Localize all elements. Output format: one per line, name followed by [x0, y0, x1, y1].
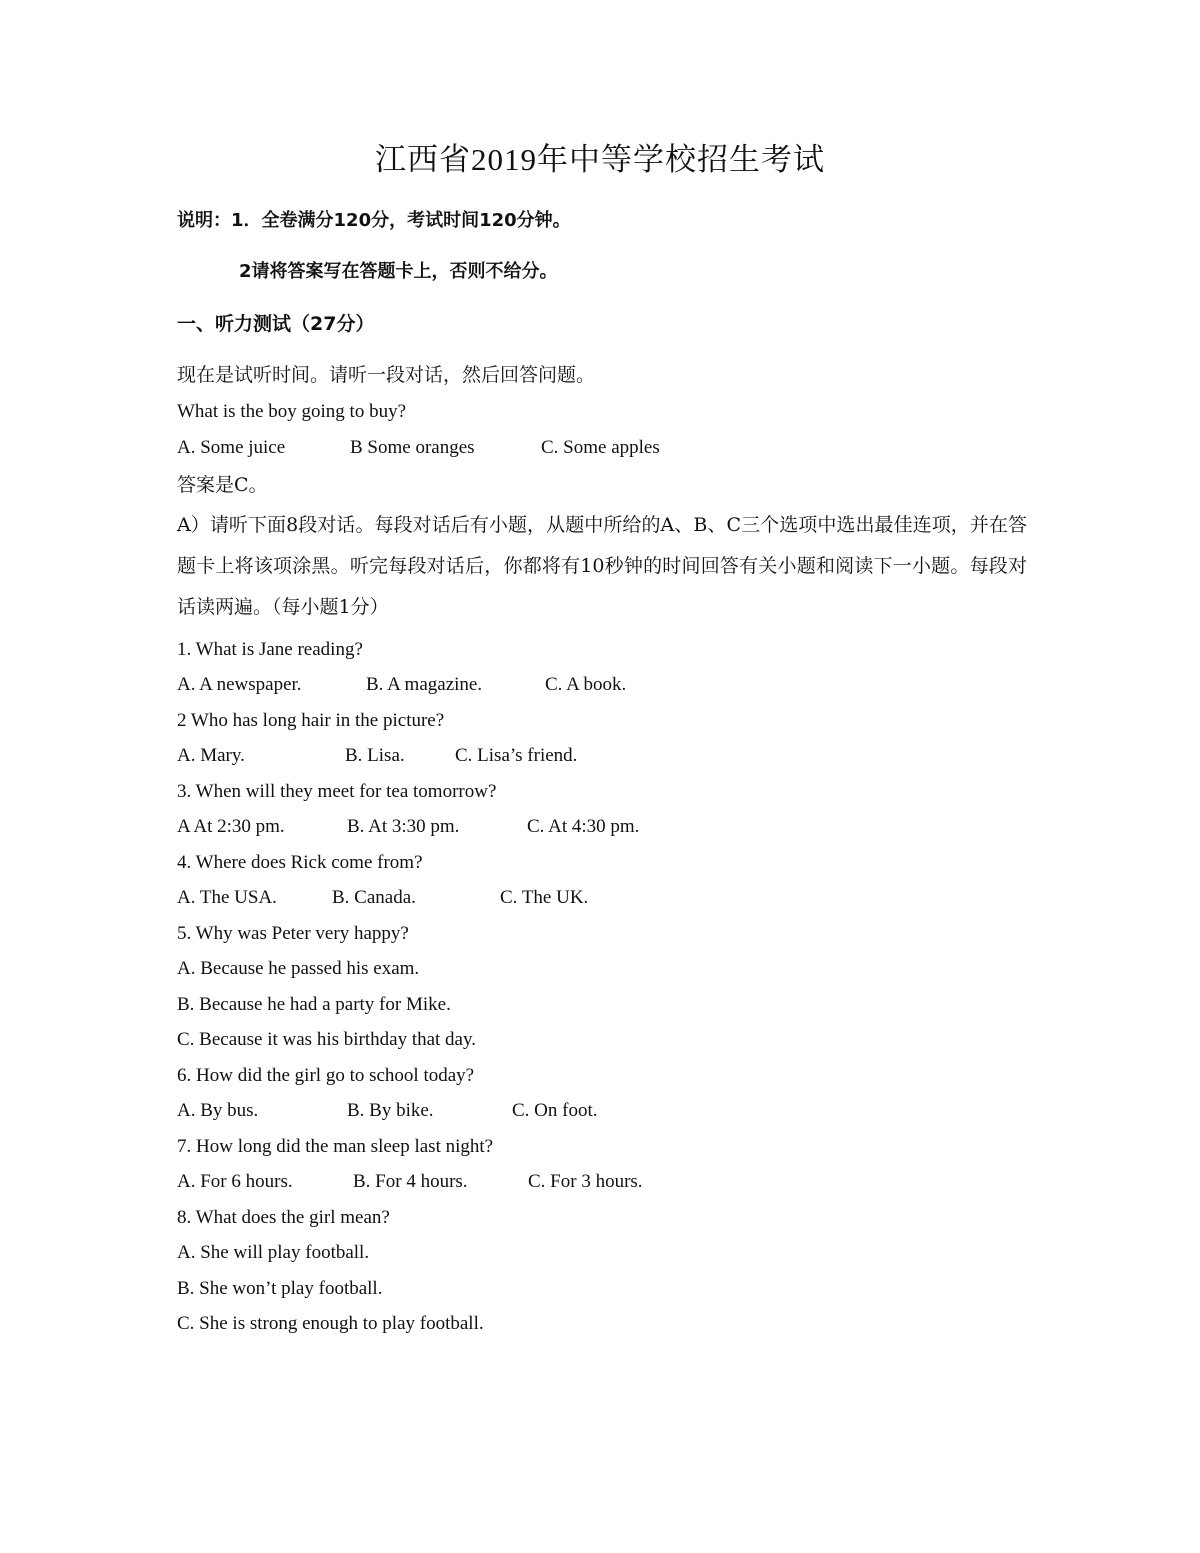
trial-option-a: A. Some juice [177, 437, 286, 458]
q4-option-c: C. The UK. [500, 887, 589, 908]
q5-option-a: A. Because he passed his exam. [177, 958, 420, 979]
q1-option-c: C. A book. [545, 674, 627, 695]
trial-intro: 现在是试听时间。请听一段对话，然后回答问题。 [177, 364, 596, 386]
trial-answer: 答案是C。 [177, 474, 268, 496]
question-7: 7. How long did the man sleep last night? [177, 1136, 494, 1157]
q4-option-b: B. Canada. [332, 887, 416, 908]
q8-option-b: B. She won’t play football. [177, 1278, 383, 1299]
question-6: 6. How did the girl go to school today? [177, 1065, 475, 1086]
q1-option-a: A. A newspaper. [177, 674, 302, 695]
q2-option-b: B. Lisa. [345, 745, 405, 766]
q7-option-c: C. For 3 hours. [528, 1171, 643, 1192]
question-5: 5. Why was Peter very happy? [177, 923, 409, 944]
q2-option-a: A. Mary. [177, 745, 245, 766]
trial-option-b: B Some oranges [350, 437, 475, 458]
trial-option-c: C. Some apples [541, 437, 660, 458]
question-8: 8. What does the girl mean? [177, 1207, 390, 1228]
q5-option-b: B. Because he had a party for Mike. [177, 994, 451, 1015]
q2-option-c: C. Lisa’s friend. [455, 745, 578, 766]
q6-option-b: B. By bike. [347, 1100, 434, 1121]
q7-option-a: A. For 6 hours. [177, 1171, 293, 1192]
q5-option-c: C. Because it was his birthday that day. [177, 1029, 477, 1050]
q1-option-b: B. A magazine. [366, 674, 483, 695]
question-2: 2 Who has long hair in the picture? [177, 710, 445, 731]
q6-option-c: C. On foot. [512, 1100, 598, 1121]
instruction-line-1: 说明：1．全卷满分120分，考试时间120分钟。 [177, 210, 571, 231]
question-4: 4. Where does Rick come from? [177, 852, 423, 873]
q7-option-b: B. For 4 hours. [353, 1171, 468, 1192]
question-3: 3. When will they meet for tea tomorrow? [177, 781, 497, 802]
question-1: 1. What is Jane reading? [177, 639, 363, 660]
q6-option-a: A. By bus. [177, 1100, 259, 1121]
q8-option-a: A. She will play football. [177, 1242, 370, 1263]
q8-option-c: C. She is strong enough to play football. [177, 1313, 484, 1334]
q3-option-a: A At 2:30 pm. [177, 816, 285, 837]
q3-option-b: B. At 3:30 pm. [347, 816, 460, 837]
section-heading: 一、听力测试（27分） [177, 313, 375, 335]
instruction-line-2: 2请将答案写在答题卡上，否则不给分。 [239, 261, 558, 282]
q4-option-a: A. The USA. [177, 887, 277, 908]
page-title: 江西省2019年中等学校招生考试 [375, 142, 825, 177]
q3-option-c: C. At 4:30 pm. [527, 816, 640, 837]
part-a-instructions: A）请听下面8段对话。每段对话后有小题，从题中所给的A、B、C三个选项中选出最佳连项，并在答题卡上将该项涂黑。听完每段对话后，你都将有10秒钟的时间回答有关小题和阅读下一小题。每段对话读两遍。（每小题1分） [177, 514, 1027, 618]
trial-question: What is the boy going to buy? [177, 401, 407, 422]
